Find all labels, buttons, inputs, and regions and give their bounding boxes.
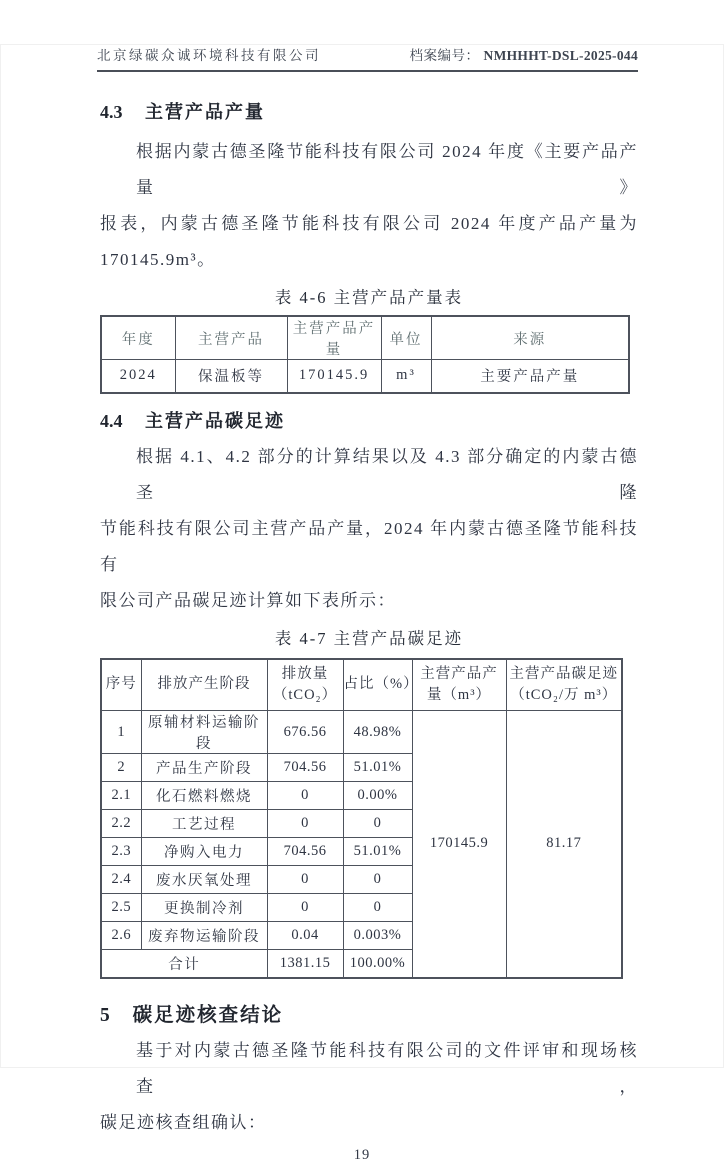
stage-cell: 产品生产阶段 [141,754,267,782]
paragraph-line: 根据 4.1、4.2 部分的计算结果以及 4.3 部分确定的内蒙古德圣隆 [136,446,638,502]
table-row [101,711,622,754]
no-cell: 2.2 [101,810,141,838]
table-header-cell [506,659,622,711]
header-line: 量（m³） [426,686,492,703]
no-cell: 1 [101,711,141,754]
share-cell: 0 [343,810,412,838]
stage-cell: 废水厌氧处理 [141,866,267,894]
source-cell: 主要产品产量 [431,360,629,393]
section-heading-4-3 [100,98,638,124]
table-row [101,360,629,393]
total-share-cell: 100.00% [343,950,412,978]
header-line: （tCO₂/万 m³） [510,686,618,703]
share-cell: 0.00% [343,782,412,810]
share-cell: 51.01% [343,754,412,782]
stage-cell: 更换制冷剂 [141,894,267,922]
no-cell: 2.3 [101,838,141,866]
emission-cell: 704.56 [267,754,343,782]
table-header-cell: 排放产生阶段 [141,659,267,711]
total-emission-cell: 1381.15 [267,950,343,978]
production-total-cell: 170145.9 [412,711,506,978]
paragraph-line: 碳足迹核查组确认： [100,1112,267,1132]
section-title: 主营产品产量 [145,102,265,122]
emission-cell: 676.56 [267,711,343,754]
section-title: 主营产品碳足迹 [145,410,285,431]
header-line: （tCO₂） [272,686,338,703]
emission-cell: 0 [267,894,343,922]
emission-cell: 0.04 [267,922,343,950]
page-number: 19 [353,1146,371,1163]
table-header-cell: 来源 [431,316,629,360]
no-cell: 2.5 [101,894,141,922]
stage-cell: 化石燃料燃烧 [141,782,267,810]
section-number: 5 [100,1004,110,1026]
unit-cell: m³ [381,360,431,393]
paragraph-line: 限公司产品碳足迹计算如下表所示： [100,590,396,610]
paragraph-4-3 [100,134,638,278]
header-line: 排放量 [281,665,329,682]
year-cell: 2024 [101,360,175,393]
table-header-cell: 占比（%） [343,659,412,711]
table-4-7-caption: 表 4-7 主营产品碳足迹 [274,628,464,648]
share-cell: 0 [343,894,412,922]
emission-cell: 0 [267,866,343,894]
share-cell: 51.01% [343,838,412,866]
table-header-cell: 单位 [381,316,431,360]
section-title: 碳足迹核查结论 [132,1004,284,1026]
footprint-total-cell: 81.17 [506,711,622,978]
table-header-row [101,659,622,711]
section-heading-5 [100,999,638,1027]
paragraph-4-4 [100,439,638,619]
table-header-row [101,316,629,360]
company-name: 北京绿碳众诚环境科技有限公司 [97,48,321,63]
page-header [97,44,638,72]
table-4-6-caption: 表 4-6 主营产品产量表 [274,288,464,307]
section-number: 4.3 [100,102,123,122]
emission-cell: 0 [267,782,343,810]
stage-cell: 原辅材料运输阶段 [141,711,267,754]
header-line: 主营产品产 [420,665,498,682]
output-cell: 170145.9 [287,360,381,393]
table-4-7 [100,658,623,979]
section-number: 4.4 [100,410,123,431]
table-4-6 [100,315,630,394]
archive-label: 档案编号： [409,48,480,63]
share-cell: 0 [343,866,412,894]
no-cell: 2.4 [101,866,141,894]
paragraph-line: 根据内蒙古德圣隆节能科技有限公司 2024 年度《主要产品产量》 [136,142,638,197]
header-line: 主营产品碳足迹 [509,665,618,682]
paragraph-5 [100,1033,638,1141]
no-cell: 2 [101,754,141,782]
archive-code: NMHHHT-DSL-2025-044 [483,48,638,63]
paragraph-line: 170145.9m³。 [100,250,216,269]
share-cell: 0.003% [343,922,412,950]
table-header-cell [267,659,343,711]
no-cell: 2.6 [101,922,141,950]
emission-cell: 0 [267,810,343,838]
total-label-cell: 合计 [101,950,267,978]
section-heading-4-4 [100,407,638,433]
paragraph-line: 基于对内蒙古德圣隆节能科技有限公司的文件评审和现场核查， [136,1040,638,1096]
paragraph-line: 节能科技有限公司主营产品产量，2024 年内蒙古德圣隆节能科技有 [100,518,638,574]
emission-cell: 704.56 [267,838,343,866]
table-header-cell: 主营产品产量 [287,316,381,360]
archive-number [410,44,638,64]
no-cell: 2.1 [101,782,141,810]
share-cell: 48.98% [343,711,412,754]
report-page [0,44,724,1163]
table-header-cell: 序号 [101,659,141,711]
table-header-cell [412,659,506,711]
table-header-cell: 年度 [101,316,175,360]
stage-cell: 工艺过程 [141,810,267,838]
paragraph-line: 报表，内蒙古德圣隆节能科技有限公司 2024 年度产品产量为 [100,214,638,233]
stage-cell: 废弃物运输阶段 [141,922,267,950]
table-header-cell: 主营产品 [175,316,287,360]
stage-cell: 净购入电力 [141,838,267,866]
product-cell: 保温板等 [175,360,287,393]
